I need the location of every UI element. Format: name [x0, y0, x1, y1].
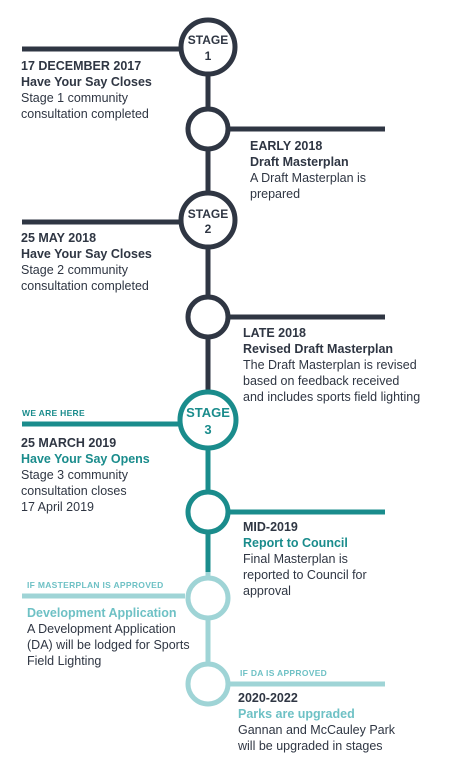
node-mid-2019 — [188, 492, 228, 532]
milestone-desc-line: approval — [243, 584, 291, 598]
milestone-development-application — [27, 605, 190, 669]
node-early-2018 — [188, 109, 228, 149]
milestone-date: 17 DECEMBER 2017 — [21, 59, 142, 73]
milestone-desc-line: Stage 1 community — [21, 91, 128, 105]
milestone-date: 25 MARCH 2019 — [21, 436, 117, 450]
stage-1-circle — [181, 20, 235, 74]
milestone-may-2018 — [21, 230, 152, 294]
we-are-here-flag: WE ARE HERE — [22, 408, 85, 418]
milestone-title: Have Your Say Opens — [21, 452, 150, 466]
milestone-title: Draft Masterplan — [250, 155, 349, 169]
milestone-title: Report to Council — [243, 536, 348, 550]
milestone-desc-line: and includes sports field lighting — [243, 390, 421, 404]
milestone-desc-line: reported to Council for — [243, 568, 367, 582]
milestone-early-2018 — [250, 138, 366, 202]
stage-3-label: STAGE — [186, 405, 230, 420]
milestone-date: EARLY 2018 — [250, 139, 323, 153]
if-da-approved-flag: IF DA IS APPROVED — [240, 668, 328, 678]
milestone-desc-line: A Draft Masterplan is — [250, 171, 367, 185]
milestone-date: 25 MAY 2018 — [21, 231, 97, 245]
milestone-desc-line: The Draft Masterplan is revised — [243, 358, 417, 372]
milestone-title: Have Your Say Closes — [21, 247, 152, 261]
milestone-date: LATE 2018 — [243, 326, 306, 340]
milestone-desc-line: Stage 2 community — [21, 263, 128, 277]
stage-2-number: 2 — [204, 222, 212, 236]
milestone-dec-2017 — [21, 58, 152, 122]
milestone-mar-2019 — [21, 435, 150, 515]
milestone-2020-2022 — [238, 690, 395, 754]
milestone-desc-line: (DA) will be lodged for Sports — [27, 638, 190, 652]
stage-3-circle — [180, 392, 236, 448]
milestone-desc-line: A Development Application — [27, 622, 176, 636]
node-development-application — [188, 578, 228, 618]
milestone-date: MID-2019 — [243, 520, 298, 534]
milestone-title: Have Your Say Closes — [21, 75, 152, 89]
milestone-desc-line: prepared — [250, 187, 301, 201]
milestone-date: 2020-2022 — [238, 691, 298, 705]
stage-1-label: STAGE — [187, 33, 229, 47]
milestone-desc-line: Final Masterplan is — [243, 552, 348, 566]
stage-3-number: 3 — [204, 422, 212, 437]
milestone-desc-line: Field Lighting — [27, 654, 102, 668]
milestone-mid-2019 — [243, 519, 367, 599]
milestone-desc-line: based on feedback received — [243, 374, 400, 388]
milestone-title: Revised Draft Masterplan — [243, 342, 394, 356]
milestone-desc-line: consultation completed — [21, 279, 149, 293]
stage-1-number: 1 — [204, 49, 212, 63]
milestone-title: Parks are upgraded — [238, 707, 355, 721]
milestone-desc-line: consultation completed — [21, 107, 149, 121]
milestone-late-2018 — [243, 325, 420, 405]
milestone-desc-line: Gannan and McCauley Park — [238, 723, 396, 737]
milestone-desc-line: will be upgraded in stages — [238, 739, 383, 753]
if-masterplan-approved-flag: IF MASTERPLAN IS APPROVED — [27, 580, 164, 590]
milestone-desc-line: 17 April 2019 — [21, 500, 94, 514]
milestone-desc-line: Stage 3 community — [21, 468, 128, 482]
milestone-title: Development Application — [27, 606, 177, 620]
stage-2-label: STAGE — [187, 207, 229, 221]
node-parks-upgraded — [188, 664, 228, 704]
milestone-desc-line: consultation closes — [21, 484, 127, 498]
node-late-2018 — [188, 297, 228, 337]
